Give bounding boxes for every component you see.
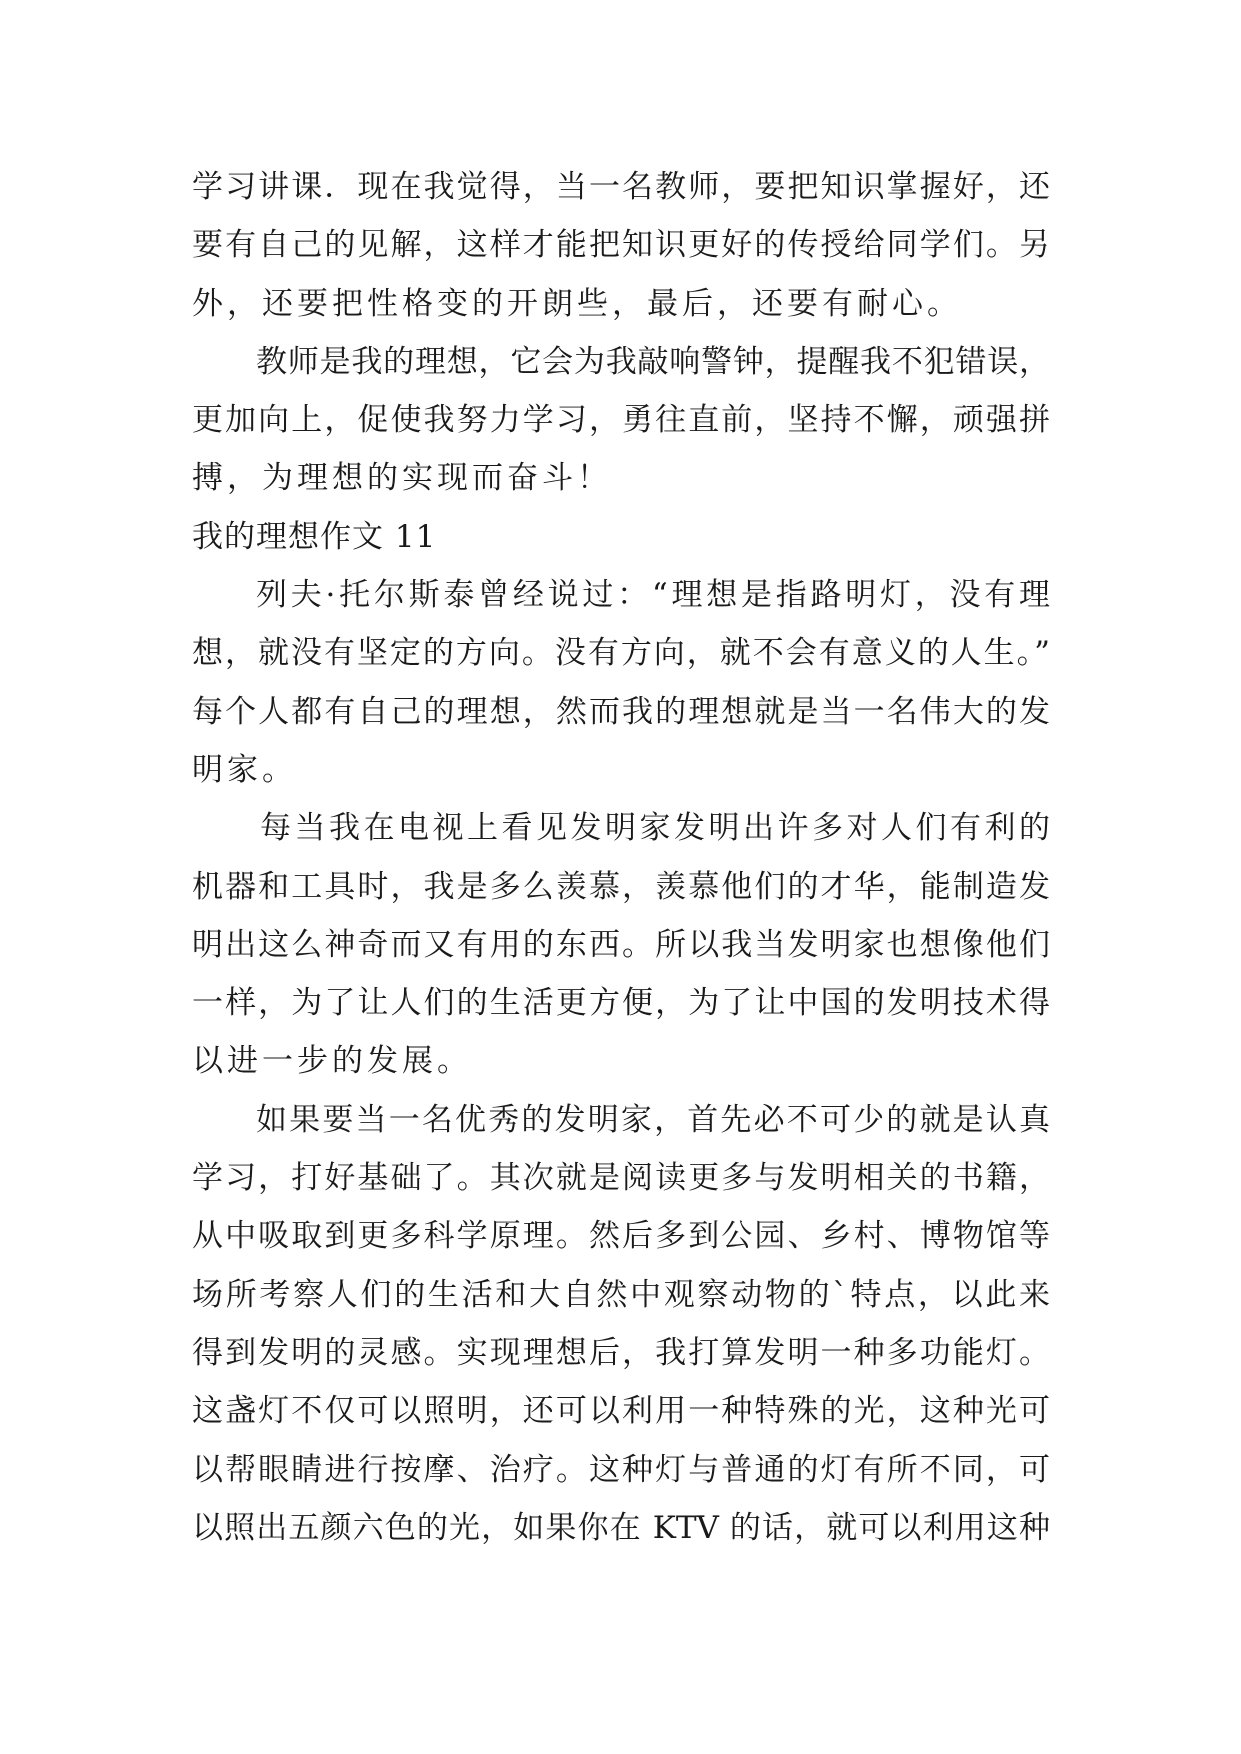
text-line: 以照出五颜六色的光，如果你在 KTV 的话，就可以利用这种 [192, 1509, 1050, 1546]
text-line: 得到发明的灵感。实现理想后，我打算发明一种多功能灯。 [192, 1334, 1050, 1371]
text-line: 从中吸取到更多科学原理。然后多到公园、乡村、博物馆等 [192, 1218, 1050, 1255]
text-line: 外，还要把性格变的开朗些，最后，还要有耐心。 [192, 285, 962, 322]
text-line: 学习讲课．现在我觉得，当一名教师，要把知识掌握好，还 [192, 169, 1050, 205]
text-line: 以进一步的发展。 [192, 1043, 472, 1080]
text-line: 机器和工具时，我是多么羡慕，羡慕他们的才华，能制造发 [192, 868, 1050, 905]
text-line: 更加向上，促使我努力学习，勇往直前，坚持不懈，顽强拼 [192, 402, 1050, 439]
paragraph-first-line: 每当我在电视上看见发明家发明出许多对人们有利的 [260, 810, 1050, 847]
text-line: 明家。 [192, 751, 297, 788]
text-line: 一样，为了让人们的生活更方便，为了让中国的发明技术得 [192, 985, 1050, 1022]
text-line: 这盏灯不仅可以照明，还可以利用一种特殊的光，这种光可 [192, 1393, 1050, 1430]
text-line: 明出这么神奇而又有用的东西。所以我当发明家也想像他们 [192, 926, 1050, 963]
text-line: 学习，打好基础了。其次就是阅读更多与发明相关的书籍， [192, 1160, 1050, 1197]
paragraph-first-line: 如果要当一名优秀的发明家，首先必不可少的就是认真 [256, 1101, 1050, 1138]
text-line: 场所考察人们的生活和大自然中观察动物的`特点，以此来 [192, 1276, 1050, 1313]
text-line: 搏，为理想的实现而奋斗！ [192, 460, 612, 497]
text-line: 每个人都有自己的理想，然而我的理想就是当一名伟大的发 [192, 693, 1050, 730]
text-line: 以帮眼睛进行按摩、治疗。这种灯与普通的灯有所不同，可 [192, 1451, 1050, 1488]
section-heading: 我的理想作文 11 [192, 518, 437, 555]
essay-body [192, 158, 1050, 1557]
text-line: 想，就没有坚定的方向。没有方向，就不会有意义的人生。” [192, 635, 1050, 672]
paragraph-first-line: 教师是我的理想，它会为我敲响警钟，提醒我不犯错误， [256, 343, 1050, 380]
text-line: 要有自己的见解，这样才能把知识更好的传授给同学们。另 [192, 227, 1050, 264]
paragraph-first-line: 列夫·托尔斯泰曾经说过：“理想是指路明灯，没有理 [256, 577, 1050, 614]
